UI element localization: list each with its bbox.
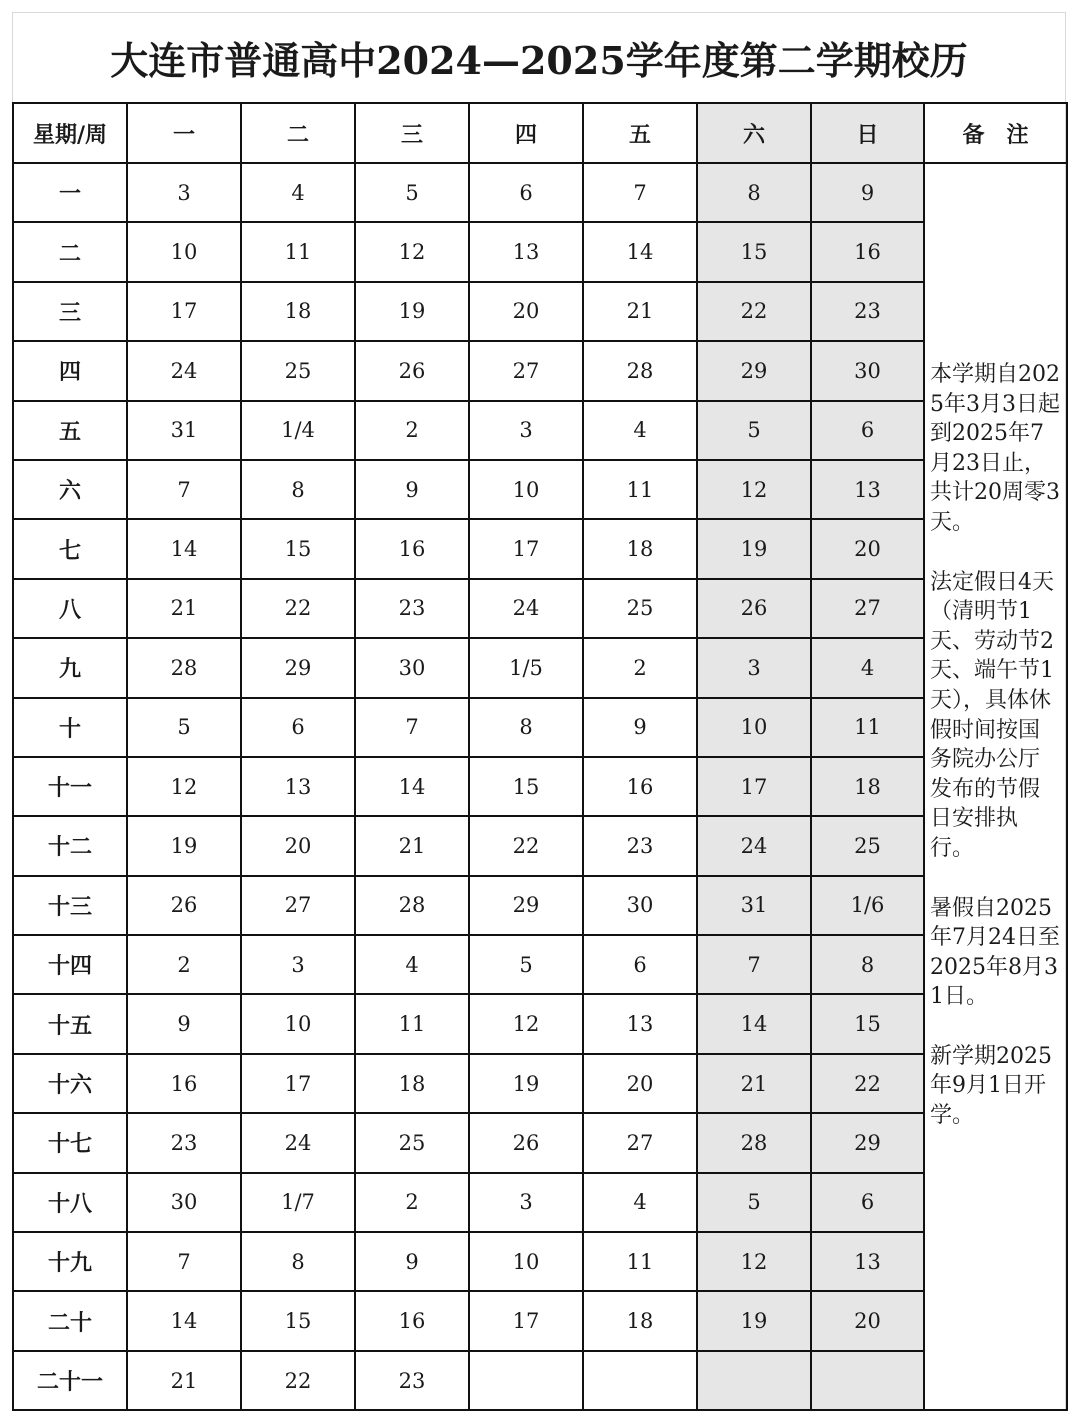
date-cell: 30 [127,1173,241,1232]
date-cell [697,1351,811,1410]
date-cell: 22 [811,1054,924,1113]
date-cell: 16 [355,519,469,578]
date-cell: 23 [583,816,697,875]
week-number: 十 [13,698,127,757]
date-cell: 10 [241,994,355,1053]
week-row [13,163,1067,222]
date-cell: 20 [469,282,583,341]
week-row [13,698,1067,757]
date-cell: 9 [127,994,241,1053]
week-number: 十八 [13,1173,127,1232]
week-row [13,757,1067,816]
date-cell: 29 [469,876,583,935]
date-cell: 30 [583,876,697,935]
week-number: 十四 [13,935,127,994]
date-cell: 17 [697,757,811,816]
date-cell: 10 [697,698,811,757]
date-cell: 11 [811,698,924,757]
date-cell: 6 [241,698,355,757]
date-cell: 26 [469,1113,583,1172]
day-header-sun: 日 [811,103,924,163]
date-cell: 24 [469,579,583,638]
week-number: 十一 [13,757,127,816]
notes-column-header: 备 注 [924,103,1067,163]
date-cell: 11 [241,222,355,281]
date-cell: 1/7 [241,1173,355,1232]
date-cell: 18 [355,1054,469,1113]
date-cell: 19 [697,519,811,578]
date-cell: 19 [355,282,469,341]
date-cell: 16 [583,757,697,816]
date-cell [583,1351,697,1410]
date-cell: 17 [241,1054,355,1113]
date-cell: 4 [355,935,469,994]
date-cell: 9 [811,163,924,222]
date-cell: 2 [583,638,697,697]
calendar-table [12,102,1068,1411]
week-row [13,401,1067,460]
week-row [13,460,1067,519]
date-cell: 20 [811,1291,924,1350]
date-cell: 15 [241,519,355,578]
day-header-fri: 五 [583,103,697,163]
date-cell: 14 [127,1291,241,1350]
date-cell: 30 [355,638,469,697]
date-cell: 26 [355,341,469,400]
date-cell: 3 [127,163,241,222]
week-column-header: 星期/周 [13,103,127,163]
date-cell: 23 [355,1351,469,1410]
date-cell: 5 [697,1173,811,1232]
week-number: 十六 [13,1054,127,1113]
week-row [13,579,1067,638]
date-cell: 18 [583,1291,697,1350]
week-number: 九 [13,638,127,697]
date-cell: 31 [697,876,811,935]
date-cell [811,1351,924,1410]
note-paragraph: 暑假自2025年7月24日至2025年8月31日。 [930,895,1060,1010]
date-cell: 12 [127,757,241,816]
date-cell: 4 [241,163,355,222]
date-cell: 21 [127,579,241,638]
date-cell: 15 [241,1291,355,1350]
date-cell: 12 [469,994,583,1053]
note-paragraph: 本学期自2025年3月3日起到2025年7月23日止，共计20周零3天。 [930,362,1060,535]
date-cell: 9 [355,460,469,519]
date-cell: 15 [697,222,811,281]
date-cell: 21 [127,1351,241,1410]
date-cell: 27 [583,1113,697,1172]
week-row [13,935,1067,994]
date-cell: 20 [583,1054,697,1113]
date-cell: 21 [355,816,469,875]
date-cell: 29 [811,1113,924,1172]
date-cell: 25 [241,341,355,400]
date-cell: 10 [469,1232,583,1291]
date-cell: 19 [697,1291,811,1350]
week-number: 五 [13,401,127,460]
date-cell: 22 [241,1351,355,1410]
date-cell: 13 [811,1232,924,1291]
date-cell: 28 [583,341,697,400]
week-number: 八 [13,579,127,638]
date-cell: 3 [469,1173,583,1232]
date-cell: 29 [241,638,355,697]
week-number: 十九 [13,1232,127,1291]
date-cell: 24 [697,816,811,875]
week-row [13,519,1067,578]
date-cell: 3 [469,401,583,460]
date-cell: 16 [127,1054,241,1113]
date-cell: 11 [583,1232,697,1291]
date-cell: 6 [811,401,924,460]
date-cell: 19 [469,1054,583,1113]
date-cell: 12 [697,460,811,519]
week-row [13,222,1067,281]
date-cell: 6 [583,935,697,994]
date-cell: 22 [697,282,811,341]
date-cell: 20 [241,816,355,875]
day-header-tue: 二 [241,103,355,163]
date-cell: 1/4 [241,401,355,460]
week-number: 十二 [13,816,127,875]
date-cell: 13 [811,460,924,519]
date-cell: 22 [241,579,355,638]
date-cell: 27 [241,876,355,935]
page-title: 大连市普通高中2024—2025学年度第二学期校历 [110,37,968,83]
date-cell: 20 [811,519,924,578]
week-row [13,1351,1067,1410]
week-row [13,638,1067,697]
date-cell: 3 [697,638,811,697]
week-number: 十三 [13,876,127,935]
date-cell: 8 [697,163,811,222]
date-cell: 30 [811,341,924,400]
week-number: 七 [13,519,127,578]
date-cell: 19 [127,816,241,875]
note-paragraph: 新学期2025年9月1日开学。 [930,1043,1052,1129]
date-cell: 21 [697,1054,811,1113]
week-row [13,341,1067,400]
day-header-sat: 六 [697,103,811,163]
date-cell: 8 [241,1232,355,1291]
week-number: 二 [13,222,127,281]
date-cell: 31 [127,401,241,460]
header-row [13,103,1067,163]
week-number: 二十一 [13,1351,127,1410]
date-cell: 2 [355,1173,469,1232]
week-row [13,994,1067,1053]
date-cell: 8 [469,698,583,757]
note-paragraph: 法定假日4天（清明节1天、劳动节2天、端午节1天），具体休假时间按国务院办公厅发布的节假日安排执行。 [930,569,1054,861]
date-cell: 21 [583,282,697,341]
day-header-thu: 四 [469,103,583,163]
date-cell: 18 [241,282,355,341]
date-cell: 14 [127,519,241,578]
date-cell: 8 [811,935,924,994]
week-row [13,1054,1067,1113]
date-cell: 23 [127,1113,241,1172]
date-cell: 26 [697,579,811,638]
date-cell: 14 [583,222,697,281]
date-cell: 11 [583,460,697,519]
date-cell: 5 [127,698,241,757]
week-row [13,1113,1067,1172]
date-cell: 1/6 [811,876,924,935]
week-row [13,1291,1067,1350]
date-cell: 15 [811,994,924,1053]
date-cell: 22 [469,816,583,875]
date-cell: 13 [469,222,583,281]
week-number: 十五 [13,994,127,1053]
date-cell: 15 [469,757,583,816]
date-cell: 25 [811,816,924,875]
date-cell: 6 [469,163,583,222]
week-number: 十七 [13,1113,127,1172]
date-cell: 28 [697,1113,811,1172]
week-row [13,1232,1067,1291]
date-cell: 7 [583,163,697,222]
date-cell: 24 [127,341,241,400]
date-cell: 14 [697,994,811,1053]
date-cell: 13 [241,757,355,816]
date-cell: 8 [241,460,355,519]
date-cell: 4 [583,1173,697,1232]
date-cell: 9 [355,1232,469,1291]
date-cell: 16 [355,1291,469,1350]
date-cell: 29 [697,341,811,400]
date-cell: 28 [355,876,469,935]
date-cell: 10 [127,222,241,281]
date-cell: 13 [583,994,697,1053]
week-row [13,1173,1067,1232]
date-cell: 7 [355,698,469,757]
date-cell: 10 [469,460,583,519]
date-cell: 23 [355,579,469,638]
day-header-wed: 三 [355,103,469,163]
date-cell: 17 [469,519,583,578]
date-cell: 3 [241,935,355,994]
week-number: 一 [13,163,127,222]
date-cell: 27 [469,341,583,400]
date-cell: 5 [697,401,811,460]
date-cell: 12 [355,222,469,281]
date-cell: 4 [583,401,697,460]
date-cell: 17 [469,1291,583,1350]
date-cell: 5 [469,935,583,994]
date-cell: 6 [811,1173,924,1232]
date-cell: 14 [355,757,469,816]
date-cell: 25 [583,579,697,638]
date-cell: 9 [583,698,697,757]
date-cell: 26 [127,876,241,935]
week-number: 三 [13,282,127,341]
date-cell: 24 [241,1113,355,1172]
date-cell: 28 [127,638,241,697]
date-cell [469,1351,583,1410]
week-number: 六 [13,460,127,519]
week-row [13,816,1067,875]
date-cell: 2 [355,401,469,460]
date-cell: 12 [697,1232,811,1291]
date-cell: 11 [355,994,469,1053]
date-cell: 7 [697,935,811,994]
date-cell: 18 [811,757,924,816]
week-number: 二十 [13,1291,127,1350]
date-cell: 16 [811,222,924,281]
date-cell: 18 [583,519,697,578]
week-row [13,282,1067,341]
date-cell: 2 [127,935,241,994]
date-cell: 4 [811,638,924,697]
week-row [13,876,1067,935]
notes-cell [924,163,1067,1410]
date-cell: 1/5 [469,638,583,697]
date-cell: 27 [811,579,924,638]
date-cell: 25 [355,1113,469,1172]
date-cell: 5 [355,163,469,222]
date-cell: 23 [811,282,924,341]
date-cell: 7 [127,460,241,519]
date-cell: 17 [127,282,241,341]
day-header-mon: 一 [127,103,241,163]
week-number: 四 [13,341,127,400]
date-cell: 7 [127,1232,241,1291]
